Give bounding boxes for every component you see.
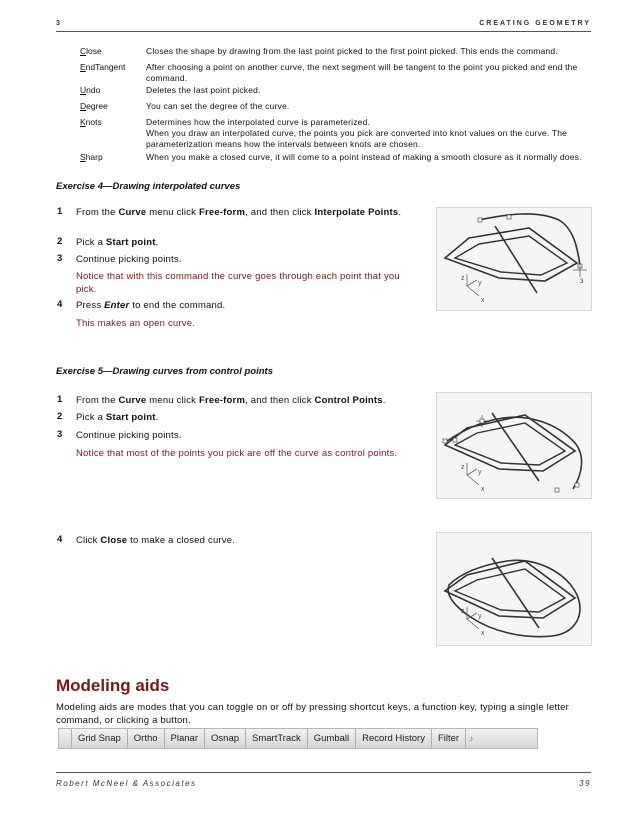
- header-chapter-title: CREATING GEOMETRY: [479, 20, 591, 27]
- figure1-axis-x: x: [481, 297, 485, 304]
- status-bar-modeling-aids: [58, 728, 538, 749]
- ex4-step1: From the Curve menu click Free-form, and then click Interpolate Points.: [76, 207, 402, 218]
- option-knots-desc-1: Determines how the interpolated curve is parameterized.: [146, 117, 371, 127]
- figure3-axis-z: z: [461, 608, 465, 615]
- option-degree: Degree: [80, 101, 108, 111]
- ex5-step2: Pick a Start point.: [76, 412, 159, 423]
- ex4-step1-num: 1: [57, 206, 63, 217]
- figure-interpolated-curve: [436, 207, 592, 311]
- record-history-toggle[interactable]: Record History: [356, 729, 432, 748]
- ex4-step3-num: 3: [57, 253, 63, 264]
- section-paragraph: Modeling aids are modes that you can toggle on or off by pressing shortcut keys, a function key, typing a single letter command, or clicking a button.: [56, 702, 569, 726]
- figure1-axis-y: y: [478, 280, 482, 287]
- section-title-modeling-aids: Modeling aids: [56, 676, 170, 695]
- ex4-step2: Pick a Start point.: [76, 237, 159, 248]
- ex4-step4-num: 4: [57, 299, 63, 310]
- option-endtangent-desc: After choosing a point on another curve, the next segment will be tangent to the point you picked and end the command.: [146, 62, 578, 83]
- toolbar-grip: [59, 729, 72, 748]
- ex5-step1: From the Curve menu click Free-form, and then click Control Points.: [76, 395, 386, 406]
- footer-publisher: Robert McNeel & Associates: [56, 779, 197, 788]
- figure-control-points-open-drawing: [437, 393, 591, 498]
- gumball-toggle[interactable]: Gumball: [308, 729, 356, 748]
- header-rule: [56, 31, 591, 32]
- ex5-step1-num: 1: [57, 394, 63, 405]
- footer-rule: [56, 772, 591, 773]
- option-endtangent: EndTangent: [80, 62, 126, 72]
- figure3-axis-y: y: [478, 613, 482, 620]
- option-sharp: Sharp: [80, 152, 103, 162]
- footer-page-number: 39: [579, 779, 591, 788]
- smarttrack-toggle[interactable]: SmartTrack: [246, 729, 308, 748]
- figure-interpolated-curve-drawing: [437, 208, 591, 310]
- figure1-point-label: 3: [580, 279, 584, 285]
- ex5-step2-num: 2: [57, 411, 63, 422]
- option-undo-desc: Deletes the last point picked.: [146, 85, 261, 95]
- toolbar-overflow-icon[interactable]: ♪: [469, 734, 474, 743]
- ex5-step3-num: 3: [57, 429, 63, 440]
- figure-control-points-closed-drawing: [437, 533, 591, 645]
- ex4-step2-num: 2: [57, 236, 63, 247]
- filter-toggle[interactable]: Filter: [432, 729, 466, 748]
- figure2-axis-x: x: [481, 486, 485, 493]
- figure3-axis-x: x: [481, 630, 485, 637]
- osnap-toggle[interactable]: Osnap: [205, 729, 246, 748]
- option-undo: Undo: [80, 85, 101, 95]
- figure-control-points-closed: [436, 532, 592, 646]
- header-page-number: 3: [56, 20, 62, 27]
- option-knots-desc-2: When you draw an interpolated curve, the points you pick are converted into knot values on the curve. The parameterization means how the intervals between knots are chosen.: [146, 128, 568, 149]
- figure1-axis-z: z: [461, 275, 465, 282]
- figure-control-points-open: [436, 392, 592, 499]
- ex4-step4-note: This makes an open curve.: [76, 318, 196, 329]
- planar-toggle[interactable]: Planar: [165, 729, 205, 748]
- ex5-step3: Continue picking points.: [76, 430, 182, 441]
- figure2-axis-z: z: [461, 464, 465, 471]
- option-close-desc: Closes the shape by drawing from the last point picked to the first point picked. This ends the command.: [146, 46, 558, 56]
- figure2-axis-y: y: [478, 469, 482, 476]
- ortho-toggle[interactable]: Ortho: [128, 729, 165, 748]
- exercise5-title: Exercise 5—Drawing curves from control points: [56, 366, 273, 377]
- ex5-step4: Click Close to make a closed curve.: [76, 535, 236, 546]
- option-degree-desc: You can set the degree of the curve.: [146, 101, 290, 111]
- ex4-step4: Press Enter to end the command.: [76, 300, 226, 311]
- option-knots: Knots: [80, 117, 102, 127]
- ex5-step3-note: Notice that most of the points you pick are off the curve as control points.: [76, 448, 398, 459]
- option-sharp-desc: When you make a closed curve, it will come to a point instead of making a smooth closure as it normally does.: [146, 152, 582, 162]
- grid-snap-toggle[interactable]: Grid Snap: [72, 729, 128, 748]
- ex5-step4-num: 4: [57, 534, 63, 545]
- option-close: Close: [80, 46, 102, 56]
- exercise4-title: Exercise 4—Drawing interpolated curves: [56, 181, 241, 192]
- ex4-step3-note: Notice that with this command the curve goes through each point that you pick.: [76, 271, 400, 295]
- ex4-step3: Continue picking points.: [76, 254, 182, 265]
